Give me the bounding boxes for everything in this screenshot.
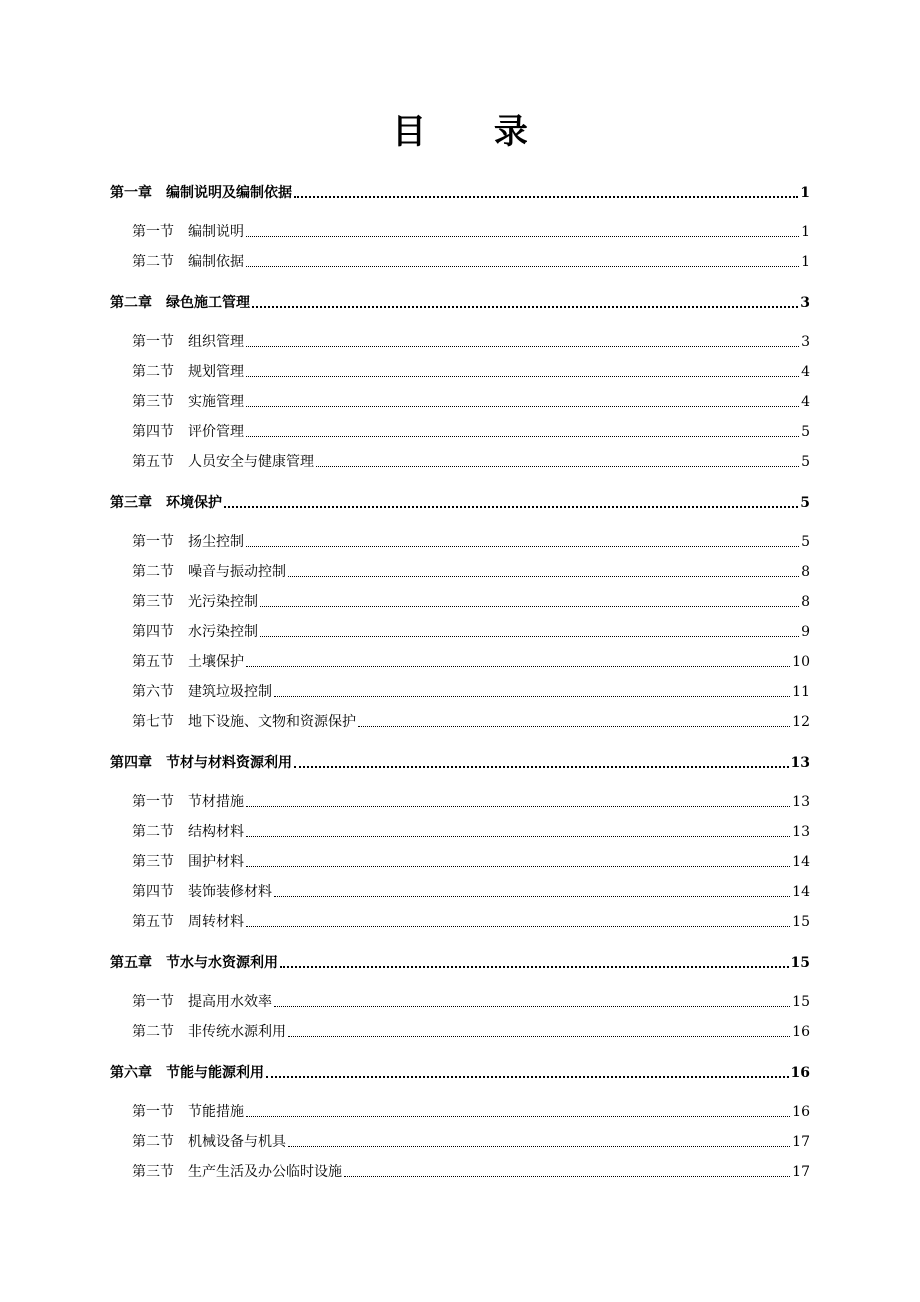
toc-entry-number: 第一节 — [132, 994, 174, 1010]
dot-leader — [294, 196, 798, 198]
toc-chapter-entry[interactable] — [110, 752, 810, 772]
dot-leader — [288, 1146, 790, 1147]
toc-entry-title: 环境保护 — [166, 495, 222, 511]
dot-leader — [266, 1076, 789, 1078]
toc-entry-page: 1 — [800, 185, 810, 201]
toc-section-entry[interactable] — [110, 1133, 810, 1151]
dot-leader — [274, 896, 790, 897]
toc-entry-number: 第三章 — [110, 495, 152, 511]
toc-section-entry[interactable] — [110, 453, 810, 471]
toc-section-entry[interactable] — [110, 253, 810, 271]
dot-leader — [246, 836, 790, 837]
toc-section-entry[interactable] — [110, 913, 810, 931]
toc-entry-page: 5 — [801, 424, 810, 440]
toc-entry-page: 4 — [801, 364, 810, 380]
toc-entry-number: 第六节 — [132, 684, 174, 700]
dot-leader — [246, 436, 799, 437]
toc-entry-number: 第二节 — [132, 1134, 174, 1150]
toc-entry-title: 绿色施工管理 — [166, 295, 250, 311]
toc-entry-number: 第五节 — [132, 914, 174, 930]
toc-entry-page: 15 — [790, 955, 810, 971]
toc-entry-page: 5 — [801, 454, 810, 470]
dot-leader — [260, 636, 799, 637]
toc-entry-title: 围护材料 — [188, 854, 244, 870]
toc-entry-title: 节能与能源利用 — [166, 1065, 264, 1081]
toc-entry-title: 编制说明 — [188, 224, 244, 240]
toc-section-entry[interactable] — [110, 393, 810, 411]
toc-section-entry[interactable] — [110, 533, 810, 551]
toc-entry-number: 第二节 — [132, 824, 174, 840]
toc-section-entry[interactable] — [110, 793, 810, 811]
toc-entry-number: 第二节 — [132, 1024, 174, 1040]
dot-leader — [246, 866, 790, 867]
toc-section-entry[interactable] — [110, 563, 810, 581]
toc-entry-number: 第三节 — [132, 594, 174, 610]
toc-entry-page: 13 — [790, 755, 810, 771]
dot-leader — [260, 606, 799, 607]
toc-chapter-entry[interactable] — [110, 492, 810, 512]
toc-entry-title: 组织管理 — [188, 334, 244, 350]
toc-entry-page: 1 — [801, 254, 810, 270]
toc-entry-title: 编制说明及编制依据 — [166, 185, 292, 201]
toc-entry-title: 水污染控制 — [188, 624, 258, 640]
toc-section-entry[interactable] — [110, 883, 810, 901]
toc-entry-title: 土壤保护 — [188, 654, 244, 670]
toc-entry-title: 人员安全与健康管理 — [188, 454, 314, 470]
dot-leader — [294, 766, 789, 768]
toc-section-entry[interactable] — [110, 993, 810, 1011]
toc-entry-page: 13 — [792, 824, 810, 840]
toc-entry-title: 机械设备与机具 — [188, 1134, 286, 1150]
toc-entry-page: 16 — [792, 1104, 810, 1120]
dot-leader — [288, 1036, 790, 1037]
toc-entry-number: 第五节 — [132, 654, 174, 670]
toc-section-entry[interactable] — [110, 623, 810, 641]
toc-entry-page: 15 — [792, 914, 810, 930]
toc-entry-page: 13 — [792, 794, 810, 810]
toc-entry-title: 周转材料 — [188, 914, 244, 930]
toc-entry-number: 第四节 — [132, 424, 174, 440]
dot-leader — [246, 346, 799, 347]
toc-section-entry[interactable] — [110, 1023, 810, 1041]
page-title: 目 录 — [392, 112, 556, 152]
toc-section-entry[interactable] — [110, 683, 810, 701]
toc-entry-page: 16 — [790, 1065, 810, 1081]
dot-leader — [246, 376, 799, 377]
toc-entry-page: 3 — [800, 295, 810, 311]
toc-chapter-entry[interactable] — [110, 292, 810, 312]
toc-entry-number: 第三节 — [132, 1164, 174, 1180]
toc-entry-page: 9 — [801, 624, 810, 640]
toc-entry-title: 地下设施、文物和资源保护 — [188, 714, 356, 730]
toc-chapter-entry[interactable] — [110, 952, 810, 972]
toc-entry-number: 第五章 — [110, 955, 152, 971]
toc-entry-title: 节材与材料资源利用 — [166, 755, 292, 771]
dot-leader — [246, 236, 799, 237]
toc-section-entry[interactable] — [110, 823, 810, 841]
toc-entry-title: 节材措施 — [188, 794, 244, 810]
toc-entry-page: 5 — [801, 534, 810, 550]
toc-entry-page: 1 — [801, 224, 810, 240]
toc-chapter-entry[interactable] — [110, 182, 810, 202]
toc-entry-number: 第七节 — [132, 714, 174, 730]
dot-leader — [252, 306, 798, 308]
toc-entry-page: 11 — [792, 684, 810, 700]
toc-entry-number: 第四节 — [132, 624, 174, 640]
toc-entry-page: 5 — [800, 495, 810, 511]
toc-entry-number: 第二节 — [132, 364, 174, 380]
dot-leader — [274, 696, 790, 697]
toc-entry-number: 第六章 — [110, 1065, 152, 1081]
toc-section-entry[interactable] — [110, 1103, 810, 1121]
toc-entry-number: 第一节 — [132, 334, 174, 350]
toc-entry-page: 8 — [801, 564, 810, 580]
toc-entry-page: 14 — [792, 884, 810, 900]
toc-entry-page: 15 — [792, 994, 810, 1010]
dot-leader — [246, 546, 799, 547]
toc-section-entry[interactable] — [110, 423, 810, 441]
toc-section-entry[interactable] — [110, 333, 810, 351]
dot-leader — [288, 576, 799, 577]
dot-leader — [246, 1116, 790, 1117]
toc-entry-title: 节能措施 — [188, 1104, 244, 1120]
toc-entry-page: 17 — [792, 1164, 810, 1180]
toc-entry-number: 第一节 — [132, 224, 174, 240]
toc-entry-number: 第二节 — [132, 564, 174, 580]
toc-section-entry[interactable] — [110, 1163, 810, 1181]
dot-leader — [274, 1006, 790, 1007]
toc-entry-page: 12 — [792, 714, 810, 730]
dot-leader — [246, 926, 790, 927]
table-of-contents — [110, 182, 810, 1181]
toc-entry-title: 非传统水源利用 — [188, 1024, 286, 1040]
dot-leader — [246, 266, 799, 267]
dot-leader — [246, 666, 790, 667]
toc-entry-number: 第三节 — [132, 394, 174, 410]
toc-entry-page: 17 — [792, 1134, 810, 1150]
toc-section-entry[interactable] — [110, 853, 810, 871]
toc-entry-title: 光污染控制 — [188, 594, 258, 610]
toc-entry-title: 规划管理 — [188, 364, 244, 380]
toc-entry-page: 16 — [792, 1024, 810, 1040]
toc-entry-number: 第四节 — [132, 884, 174, 900]
toc-entry-number: 第二章 — [110, 295, 152, 311]
toc-entry-number: 第四章 — [110, 755, 152, 771]
toc-entry-title: 噪音与振动控制 — [188, 564, 286, 580]
toc-entry-number: 第二节 — [132, 254, 174, 270]
toc-entry-number: 第三节 — [132, 854, 174, 870]
toc-entry-title: 提高用水效率 — [188, 994, 272, 1010]
toc-entry-title: 生产生活及办公临时设施 — [188, 1164, 342, 1180]
toc-section-entry[interactable] — [110, 363, 810, 381]
dot-leader — [280, 966, 789, 968]
toc-entry-page: 4 — [801, 394, 810, 410]
dot-leader — [224, 506, 798, 508]
toc-entry-number: 第五节 — [132, 454, 174, 470]
toc-entry-title: 装饰装修材料 — [188, 884, 272, 900]
toc-entry-page: 14 — [792, 854, 810, 870]
toc-section-entry[interactable] — [110, 653, 810, 671]
toc-entry-title: 评价管理 — [188, 424, 244, 440]
toc-entry-number: 第一节 — [132, 794, 174, 810]
dot-leader — [358, 726, 790, 727]
toc-entry-page: 3 — [801, 334, 810, 350]
toc-entry-page: 8 — [801, 594, 810, 610]
dot-leader — [316, 466, 799, 467]
toc-entry-title: 节水与水资源利用 — [166, 955, 278, 971]
toc-entry-number: 第一节 — [132, 1104, 174, 1120]
dot-leader — [246, 406, 799, 407]
toc-entry-title: 建筑垃圾控制 — [188, 684, 272, 700]
toc-entry-title: 编制依据 — [188, 254, 244, 270]
toc-section-entry[interactable] — [110, 593, 810, 611]
toc-entry-title: 结构材料 — [188, 824, 244, 840]
toc-section-entry[interactable] — [110, 223, 810, 241]
toc-section-entry[interactable] — [110, 713, 810, 731]
toc-entry-title: 扬尘控制 — [188, 534, 244, 550]
toc-entry-number: 第一章 — [110, 185, 152, 201]
dot-leader — [344, 1176, 790, 1177]
dot-leader — [246, 806, 790, 807]
toc-entry-page: 10 — [792, 654, 810, 670]
toc-entry-title: 实施管理 — [188, 394, 244, 410]
toc-chapter-entry[interactable] — [110, 1062, 810, 1082]
toc-entry-number: 第一节 — [132, 534, 174, 550]
